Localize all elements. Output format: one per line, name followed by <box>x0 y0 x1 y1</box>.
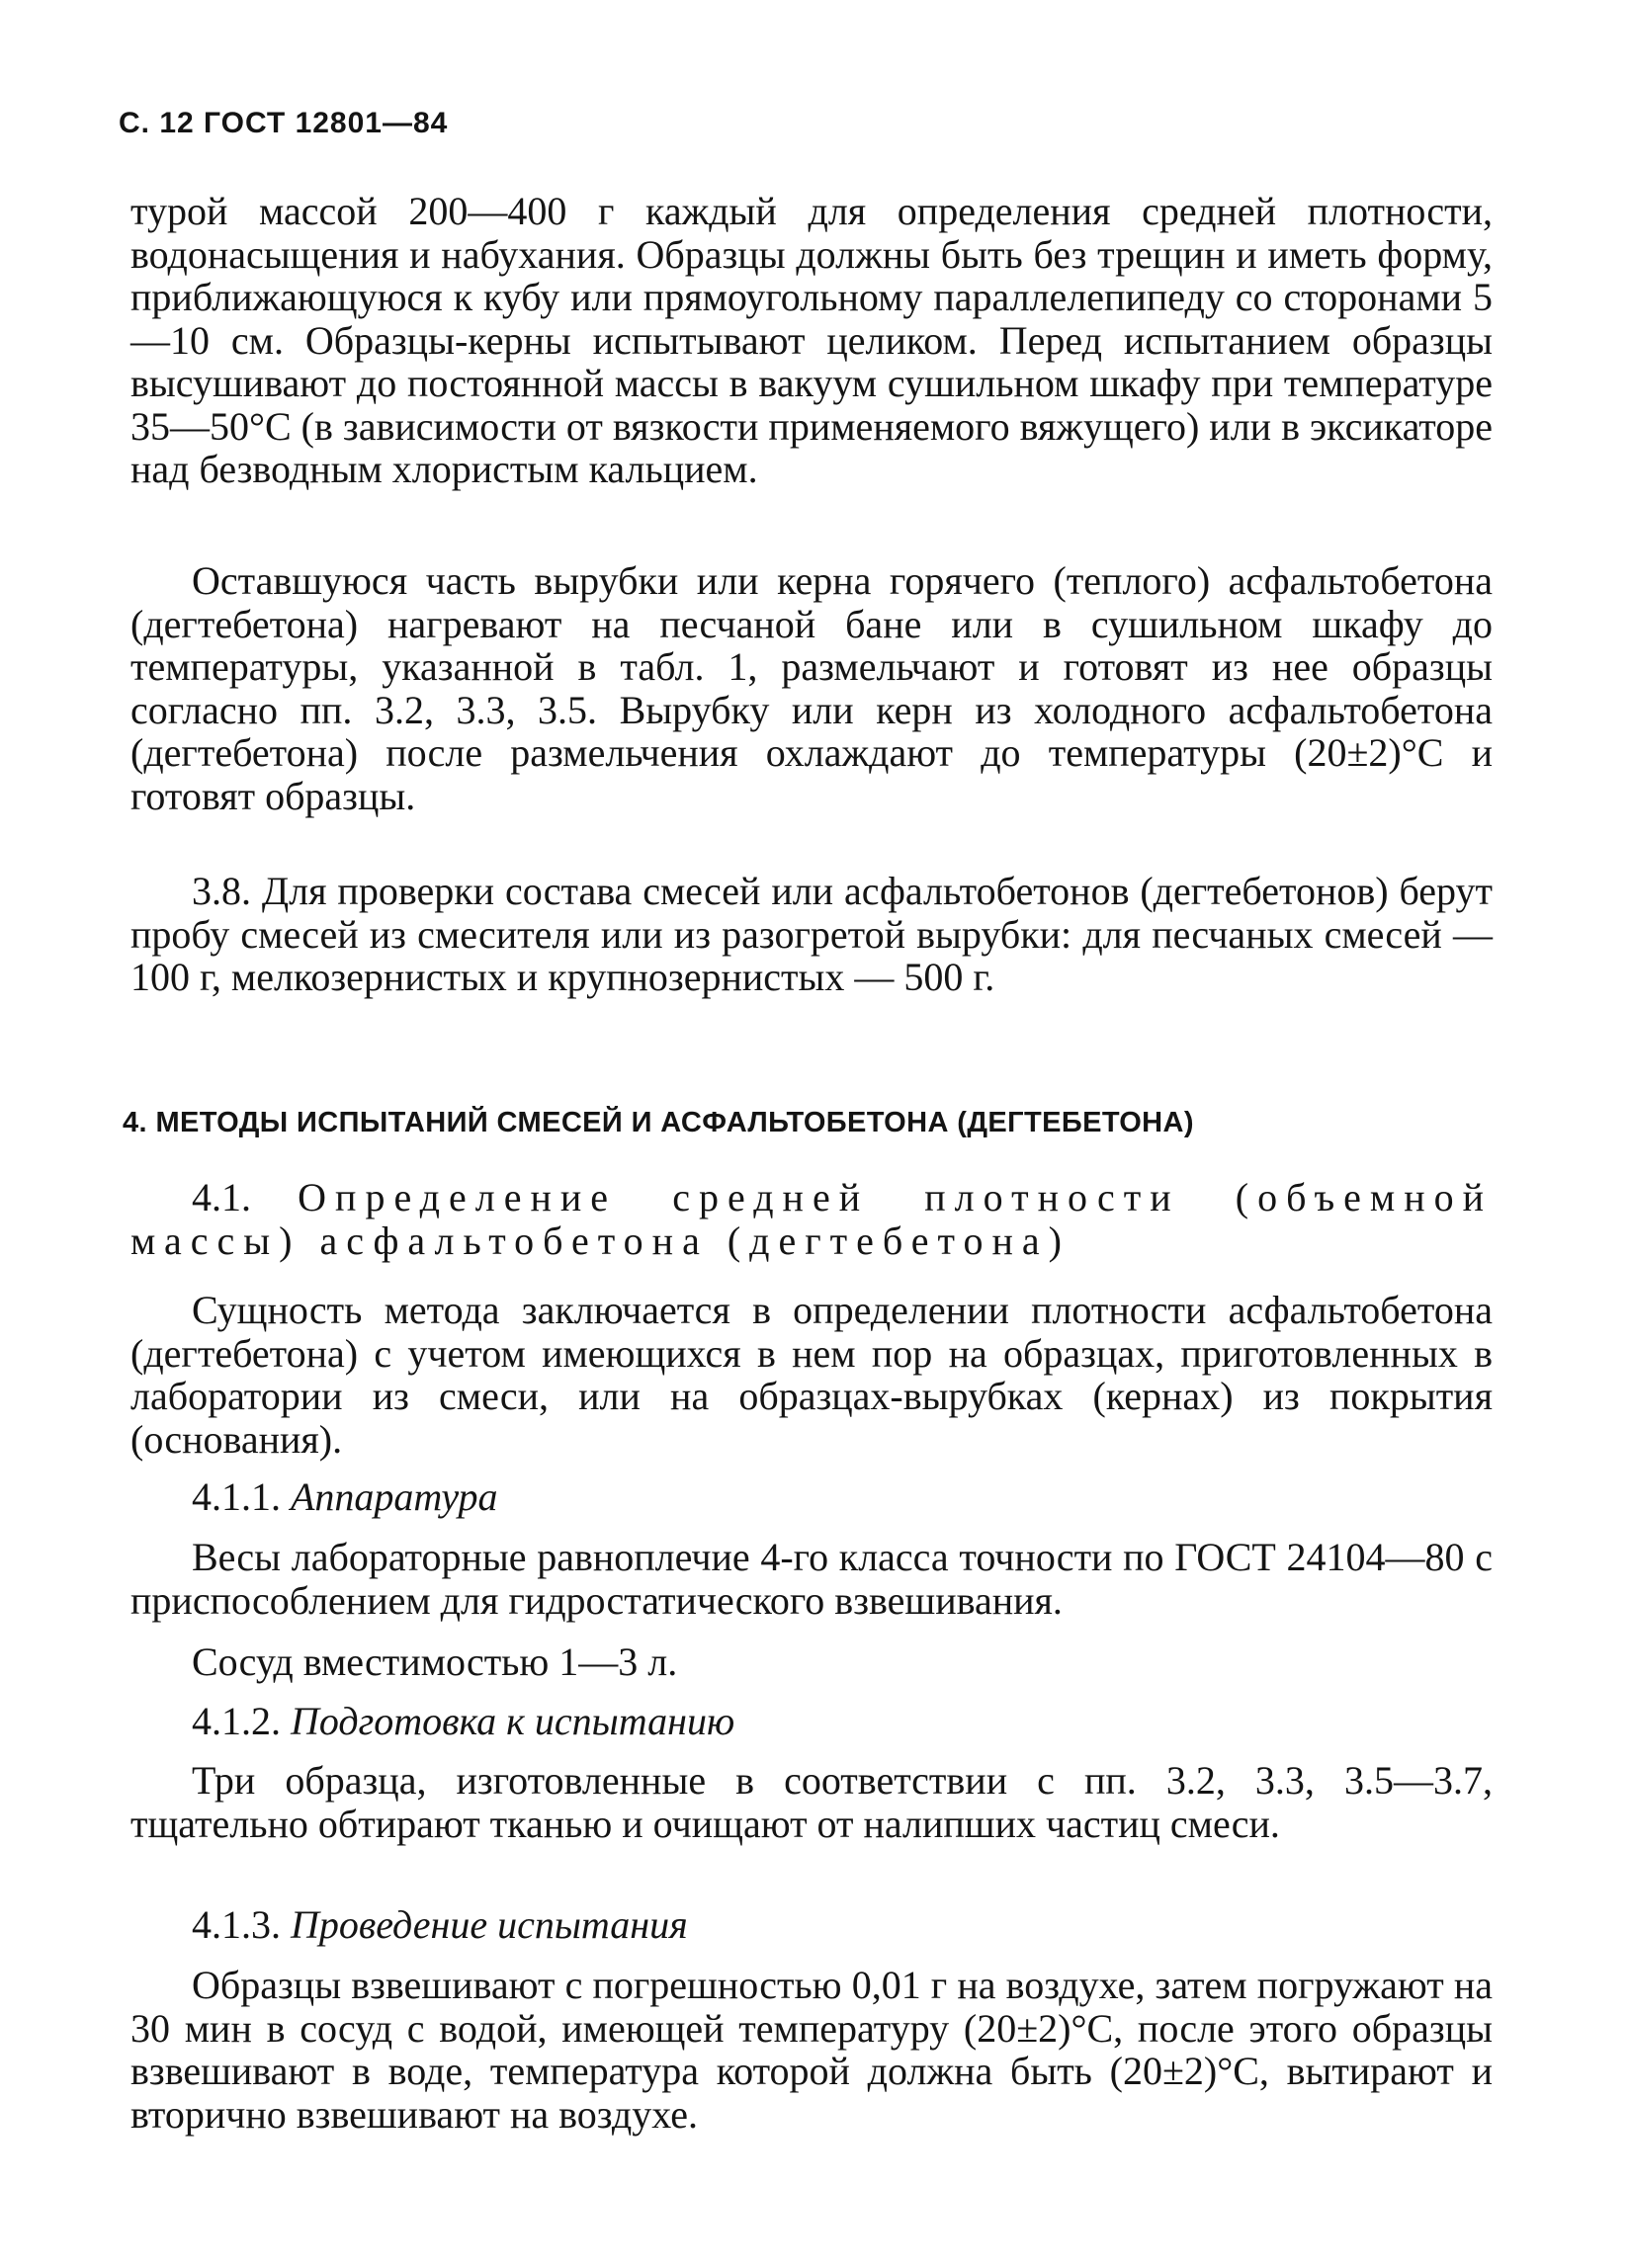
item-4-1-1-text1: Весы лабораторные равноплечие 4-го класса точности по ГОСТ 24104—80 с приспособлением для гидростатического взвешивания. <box>130 1535 1493 1623</box>
item-4-1-2-text: Три образца, изготовленные в соответствии с пп. 3.2, 3.3, 3.5—3.7, тщательно обтирают тканью и очищают от налипших частиц смеси. <box>130 1758 1493 1846</box>
paragraph-remaining-part: Оставшуюся часть вырубки или керна горячего (теплого) асфальтобетона (дегтебетона) нагревают на песчаной бане или в сушильном шкафу до температуры, указанной в табл. 1, размельчают и готовят из нее образцы согласно пп. 3.2, 3.3, 3.5. Вырубку или керн из холодного асфальтобетона (дегтебетона) после размельчения охлаждают до температуры (20±2)°С и готовят образцы. <box>130 558 1493 818</box>
item-4-1-text: Сущность метода заключается в определении плотности асфальтобетона (дегтебетона) с учетом имеющихся в нем пор на образцах, приготовленных в лаборатории из смеси, или на образцах-вырубках (кернах) из покрытия (основания). <box>130 1288 1493 1462</box>
item-4-1-heading <box>130 1176 1493 1262</box>
item-4-1-1-heading <box>192 1475 498 1519</box>
item-4-1-2-heading <box>192 1700 734 1743</box>
item-4-1-title: Определение средней плотности (объемной массы) асфальтобетона (дегтебетона) <box>130 1175 1494 1263</box>
item-4-1-1-text2: Сосуд вместимостью 1—3 л. <box>192 1639 678 1684</box>
item-4-1-2-number: 4.1.2. <box>192 1699 281 1743</box>
item-4-1-number: 4.1. <box>192 1175 251 1219</box>
paragraph-samples-cont: турой массой 200—400 г каждый для определения средней плотности, водонасыщения и набухания. Образцы должны быть без трещин и иметь форму, приближающуюся к кубу или прямоугольному параллелепипеду со сторонами 5—10 см. Образцы-керны испытывают целиком. Перед испытанием образцы высушивают до постоянной массы в вакуум сушильном шкафу при температуре 35—50°С (в зависимости от вязкости применяемого вяжущего) или в эксикаторе над безводным хлористым кальцием. <box>130 189 1493 491</box>
paragraph-3-8: 3.8. Для проверки состава смесей или асфальтобетонов (дегтебетонов) берут пробу смесей из смесителя или из разогретой вырубки: для песчаных смесей — 100 г, мелкозернистых и крупнозернистых — 500 г. <box>130 869 1493 999</box>
section-4-title: 4. МЕТОДЫ ИСПЫТАНИЙ СМЕСЕЙ И АСФАЛЬТОБЕТОНА (ДЕГТЕБЕТОНА) <box>123 1107 1194 1138</box>
item-4-1-3-number: 4.1.3. <box>192 1902 281 1947</box>
item-4-1-2-title: Подготовка к испытанию <box>291 1699 735 1743</box>
item-4-1-3-title: Проведение испытания <box>291 1902 688 1947</box>
item-4-1-3-heading <box>192 1903 688 1947</box>
item-4-1-1-number: 4.1.1. <box>192 1474 281 1519</box>
item-4-1-1-title: Аппаратура <box>291 1474 498 1519</box>
item-4-1-3-text: Образцы взвешивают с погрешностью 0,01 г на воздухе, затем погружают на 30 мин в сосуд с водой, имеющей температуру (20±2)°С, после этого образцы взвешивают в воде, температура которой должна быть (20±2)°С, вытирают и вторично взвешивают на воздухе. <box>130 1963 1493 2137</box>
page-header: С. 12 ГОСТ 12801—84 <box>119 107 449 139</box>
